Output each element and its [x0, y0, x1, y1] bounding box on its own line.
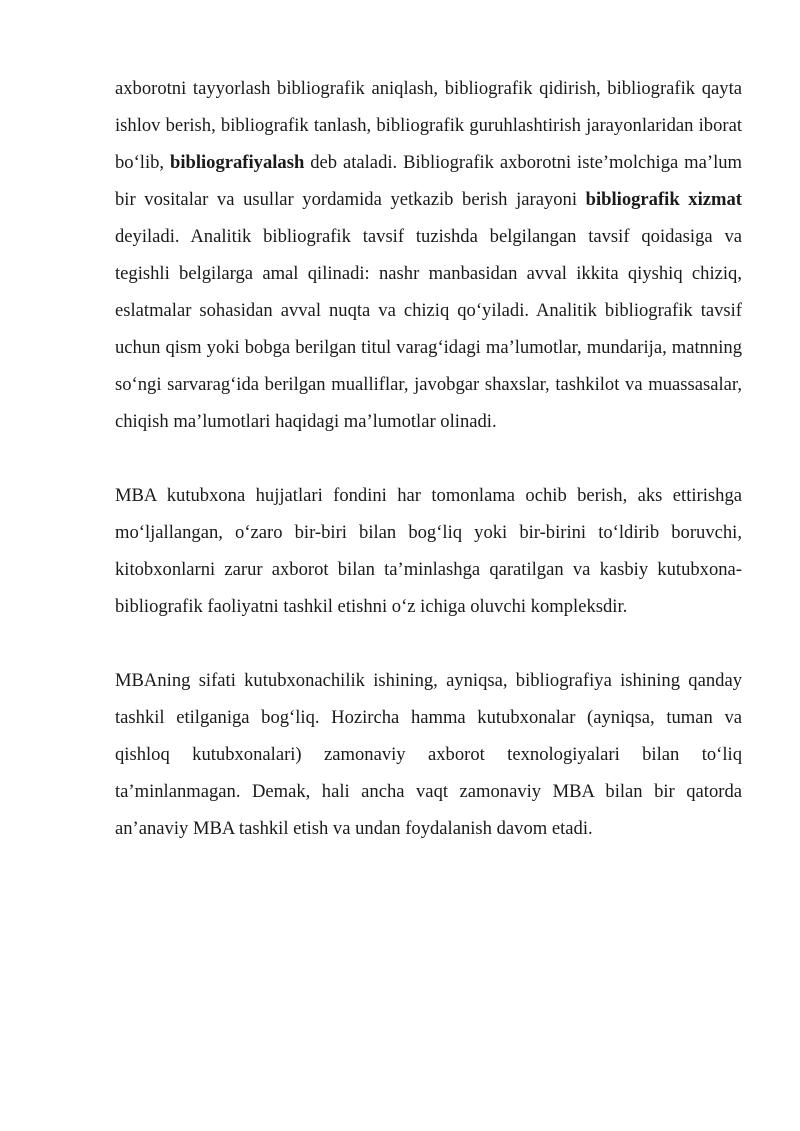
paragraph-spacer	[115, 625, 742, 662]
text-segment: MBAning sifati kutubxonachilik ishining, ayniqsa, bibliografiya ishining qanday tashkil etilganiga bog‘liq. Hozircha hamma kutubxonalar (ayniqsa, tuman va qishloq kutubxonalari) zamonaviy axborot texnologiyalari bilan to‘liq ta’minlanmagan. Demak, hali ancha vaqt zamonaviy MBA bilan bir qatorda an’anaviy MBA tashkil etish va undan foydalanish davom etadi.	[115, 670, 742, 839]
text-segment: MBA kutubxona hujjatlari fondini har tomonlama ochib berish, aks ettirishga mo‘ljallangan, o‘zaro bir-biri bilan bog‘liq yoki bir-birini to‘ldirib boruvchi, kitobxonlarni zarur axborot bilan ta’minlashga qaratilgan va kasbiy kutubxona-bibliografik faoliyatni tashkil etishni o‘z ichiga oluvchi kompleksdir.	[115, 485, 742, 617]
text-segment: deb ataladi. Bibliografik axborotni iste’molchiga ma’lum bir vositalar va usullar yordamida yetkazib berish jarayoni	[115, 152, 742, 210]
bold-term-bibliografik-xizmat: bibliografik xizmat	[585, 189, 742, 210]
text-segment: axborotni tayyorlash bibliografik aniqlash, bibliografik qidirish, bibliografik qayta ishlov berish, bibliografik tanlash, bibliografik guruhlashtirish jarayonlaridan iborat bo‘lib,	[115, 78, 742, 173]
bold-term-bibliografiyalash: bibliografiyalash	[169, 152, 305, 173]
paragraph-2	[115, 477, 742, 625]
paragraph-spacer	[115, 440, 742, 477]
document-page	[115, 70, 742, 847]
paragraph-3	[115, 662, 742, 847]
paragraph-1	[115, 70, 742, 440]
text-segment: deyiladi. Analitik bibliografik tavsif tuzishda belgilangan tavsif qoidasiga va tegishli belgilarga amal qilinadi: nashr manbasidan avval ikkita qiyshiq chiziq, eslatmalar sohasidan avval nuqta va chiziq qo‘yiladi. Analitik bibliografik tavsif uchun qism yoki bobga berilgan titul varag‘idagi ma’lumotlar, mundarija, matnning so‘ngi sarvarag‘ida berilgan mualliflar, javobgar shaxslar, tashkilot va muassasalar, chiqish ma’lumotlari haqidagi ma’lumotlar olinadi.	[115, 226, 742, 432]
